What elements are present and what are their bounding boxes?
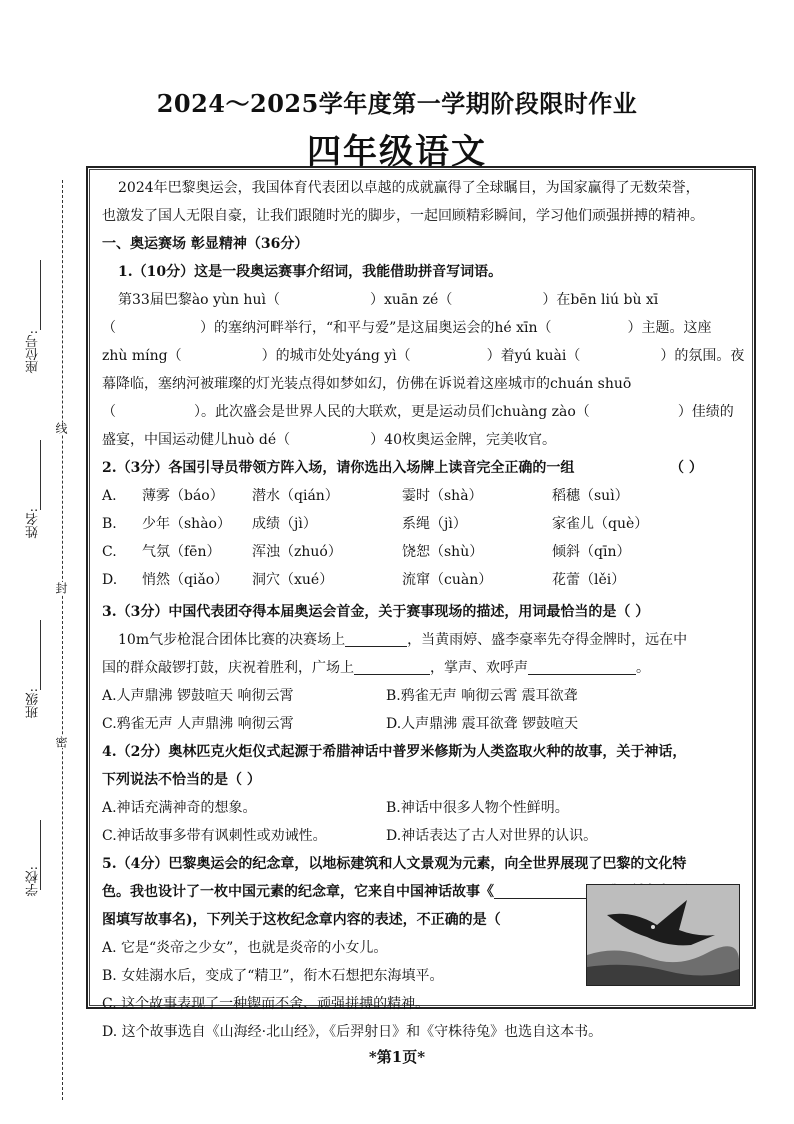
margin-mark-mi: 密 bbox=[54, 736, 68, 748]
jingwei-bird-illustration bbox=[587, 885, 739, 985]
q2-stem-text: 2.（3分）各国引导员带领方阵入场，请你选出入场牌上读音完全正确的一组 bbox=[102, 460, 575, 476]
q2-option-letter: D. bbox=[102, 572, 118, 588]
exam-title: 2024～2025学年度第一学期阶段限时作业 bbox=[156, 89, 638, 118]
class-fill-line bbox=[40, 620, 41, 690]
q1-text: ）40枚奥运金牌，完美收官。 bbox=[370, 432, 556, 448]
q2-option-word: 稻穗（suì） bbox=[552, 488, 629, 504]
q1-text: zhù míng（ bbox=[102, 348, 182, 364]
margin-mark-feng: 封 bbox=[54, 582, 68, 594]
q3-text: 国的群众敲锣打鼓，庆祝着胜利，广场上 bbox=[102, 660, 354, 676]
q3-options-row-2 bbox=[102, 710, 748, 738]
q3-option-b[interactable]: B.鸦雀无声 响彻云霄 震耳欲聋 bbox=[386, 688, 578, 704]
class-label: 班级: bbox=[26, 688, 41, 719]
name-label: 姓名: bbox=[26, 508, 41, 539]
q4-stem-1: 4.（2分）奥林匹克火炬仪式起源于希腊神话中普罗米修斯为人类盗取火种的故事，关于神话， bbox=[102, 744, 687, 760]
q3-option-c[interactable]: C.鸦雀无声 人声鼎沸 响彻云霄 bbox=[102, 716, 294, 732]
q1-text: 盛宴，中国运动健儿huò dé（ bbox=[102, 432, 291, 448]
q3-text: 。 bbox=[636, 660, 650, 676]
q1-line-6 bbox=[102, 426, 748, 454]
q3-blank-2[interactable] bbox=[354, 658, 430, 675]
q1-line-2 bbox=[102, 314, 748, 342]
q5-stem-3: 图填写故事名)，下列关于这枚纪念章内容的表述，不正确的是（ bbox=[102, 912, 501, 928]
q3-options-row-1 bbox=[102, 682, 748, 710]
q1-text: （ bbox=[102, 320, 116, 336]
q3-stem: 3.（3分）中国代表团夺得本届奥运会首金，关于赛事现场的描述，用词最恰当的是（ ） bbox=[102, 604, 650, 620]
seat-number-fill-line bbox=[40, 260, 41, 330]
q1-stem: 1.（10分）这是一段奥运赛事介绍词，我能借助拼音写词语。 bbox=[118, 264, 503, 280]
q4-option-c[interactable]: C.神话故事多带有讽刺性或劝诫性。 bbox=[102, 828, 327, 844]
q3-option-d[interactable]: D.人声鼎沸 震耳欲聋 锣鼓喧天 bbox=[386, 716, 579, 732]
q1-text: ）的氛围。夜 bbox=[660, 348, 745, 364]
q2-answer-paren[interactable]: （ ） bbox=[670, 460, 703, 476]
q4-stem-2: 下列说法不恰当的是（ ） bbox=[102, 772, 261, 788]
margin-mark-xian: 线 bbox=[54, 422, 68, 434]
q1-line-5 bbox=[102, 398, 748, 426]
q3-text: 10m气步枪混合团体比赛的决赛场上 bbox=[118, 632, 346, 648]
intro-line-1: 2024年巴黎奥运会，我国体育代表团以卓越的成就赢得了全球瞩目，为国家赢得了无数荣誉， bbox=[118, 180, 700, 196]
q1-text: ）的城市处处yáng yì（ bbox=[261, 348, 411, 364]
q5-option-a[interactable]: A. 它是“炎帝之少女”，也就是炎帝的小女儿。 bbox=[102, 940, 388, 956]
q1-text: ）在bēn liú bù xī bbox=[542, 292, 659, 308]
q5-option-b[interactable]: B. 女娃溺水后，变成了“精卫”，衔木石想把东海填平。 bbox=[102, 968, 444, 984]
q4-option-b[interactable]: B.神话中很多人物个性鲜明。 bbox=[386, 800, 569, 816]
q4-option-d[interactable]: D.神话表达了古人对世界的认识。 bbox=[386, 828, 598, 844]
q1-line-4: 幕降临，塞纳河被璀璨的灯光装点得如梦如幻，仿佛在诉说着这座城市的chuán shuō bbox=[102, 376, 632, 392]
intro-line-2: 也激发了国人无限自豪，让我们跟随时光的脚步，一起回顾精彩瞬间，学习他们顽强拼搏的精神。 bbox=[102, 208, 704, 224]
q1-text: ）佳绩的 bbox=[677, 404, 734, 420]
q2-option-word: 流窜（cuàn） bbox=[402, 572, 493, 588]
q1-text: ）主题。这座 bbox=[627, 320, 712, 336]
name-fill-line bbox=[40, 440, 41, 510]
q3-line-1 bbox=[102, 626, 764, 654]
q2-option-word: 系绳（jì） bbox=[402, 516, 467, 532]
q1-text: 第33届巴黎ào yùn huì（ bbox=[118, 292, 280, 308]
q2-option-word: 少年（shào） bbox=[142, 516, 231, 532]
q2-option-row[interactable] bbox=[102, 510, 748, 538]
q4-options-row-2 bbox=[102, 822, 748, 850]
page-number: *第1页* bbox=[368, 1048, 426, 1066]
q2-stem bbox=[102, 454, 748, 482]
seat-number-label: 座位号: bbox=[26, 330, 41, 374]
q1-text: ）xuān zé（ bbox=[369, 292, 453, 308]
q2-option-word: 家雀儿（què） bbox=[552, 516, 649, 532]
q5-text: 色。我也设计了一枚中国元素的纪念章，它来自中国神话故事《 bbox=[102, 884, 494, 900]
q3-blank-3[interactable] bbox=[528, 658, 636, 675]
q2-option-word: 成绩（jì） bbox=[252, 516, 317, 532]
q5-stem-1: 5.（4分）巴黎奥运会的纪念章，以地标建筑和人文景观为元素，向全世界展现了巴黎的文化特 bbox=[102, 856, 687, 872]
q2-option-row[interactable] bbox=[102, 566, 748, 594]
q1-line-3 bbox=[102, 342, 748, 370]
q2-option-row[interactable] bbox=[102, 538, 748, 566]
q5-option-d[interactable]: D. 这个故事选自《山海经·北山经》，《后羿射日》和《守株待兔》也选自这本书。 bbox=[102, 1024, 603, 1040]
q4-option-a[interactable]: A.神话充满神奇的想象。 bbox=[102, 800, 257, 816]
q2-option-word: 潜水（qián） bbox=[252, 488, 339, 504]
q3-text: ，掌声、欢呼声 bbox=[430, 660, 528, 676]
q4-options-row-1 bbox=[102, 794, 748, 822]
q2-option-word: 霎时（shà） bbox=[402, 488, 483, 504]
q3-text: ，当黄雨婷、盛李豪率先夺得金牌时，远在中 bbox=[407, 632, 688, 648]
q1-text: ）。此次盛会是世界人民的大联欢，更是运动员们chuàng zào（ bbox=[194, 404, 590, 420]
school-label: 学校: bbox=[26, 866, 41, 897]
q2-option-word: 饶恕（shù） bbox=[402, 544, 484, 560]
q2-option-row[interactable] bbox=[102, 482, 748, 510]
q1-text: ）的塞纳河畔举行，“和平与爱”是这届奥运会的hé xīn（ bbox=[200, 320, 552, 336]
q2-option-word: 薄雾（báo） bbox=[142, 488, 224, 504]
q2-option-letter: C. bbox=[102, 544, 117, 560]
q3-option-a[interactable]: A.人声鼎沸 锣鼓喧天 响彻云霄 bbox=[102, 688, 294, 704]
subject-title: 四年级语文 bbox=[307, 132, 487, 172]
q5-option-c[interactable]: C. 这个故事表现了一种锲而不舍、顽强拼搏的精神。 bbox=[102, 996, 430, 1012]
q2-option-word: 气氛（fēn） bbox=[142, 544, 221, 560]
jingwei-bird-picture bbox=[586, 884, 740, 986]
q2-option-letter: B. bbox=[102, 516, 117, 532]
q3-line-2 bbox=[102, 654, 748, 682]
q2-option-word: 悄然（qiǎo） bbox=[142, 572, 229, 588]
q2-option-letter: A. bbox=[102, 488, 117, 504]
q2-option-word: 花蕾（lěi） bbox=[552, 572, 626, 588]
q1-line-1 bbox=[102, 286, 764, 314]
q1-text: （ bbox=[102, 404, 116, 420]
q2-option-word: 倾斜（qīn） bbox=[552, 544, 631, 560]
binding-dashed-line bbox=[62, 180, 63, 1100]
q2-option-word: 浑浊（zhuó） bbox=[252, 544, 342, 560]
q2-option-word: 洞穴（xué） bbox=[252, 572, 334, 588]
q3-blank-1[interactable] bbox=[345, 630, 407, 647]
q1-text: ）着yú kuài（ bbox=[486, 348, 581, 364]
section-1-heading: 一、奥运赛场 彰显精神（36分） bbox=[102, 236, 309, 252]
